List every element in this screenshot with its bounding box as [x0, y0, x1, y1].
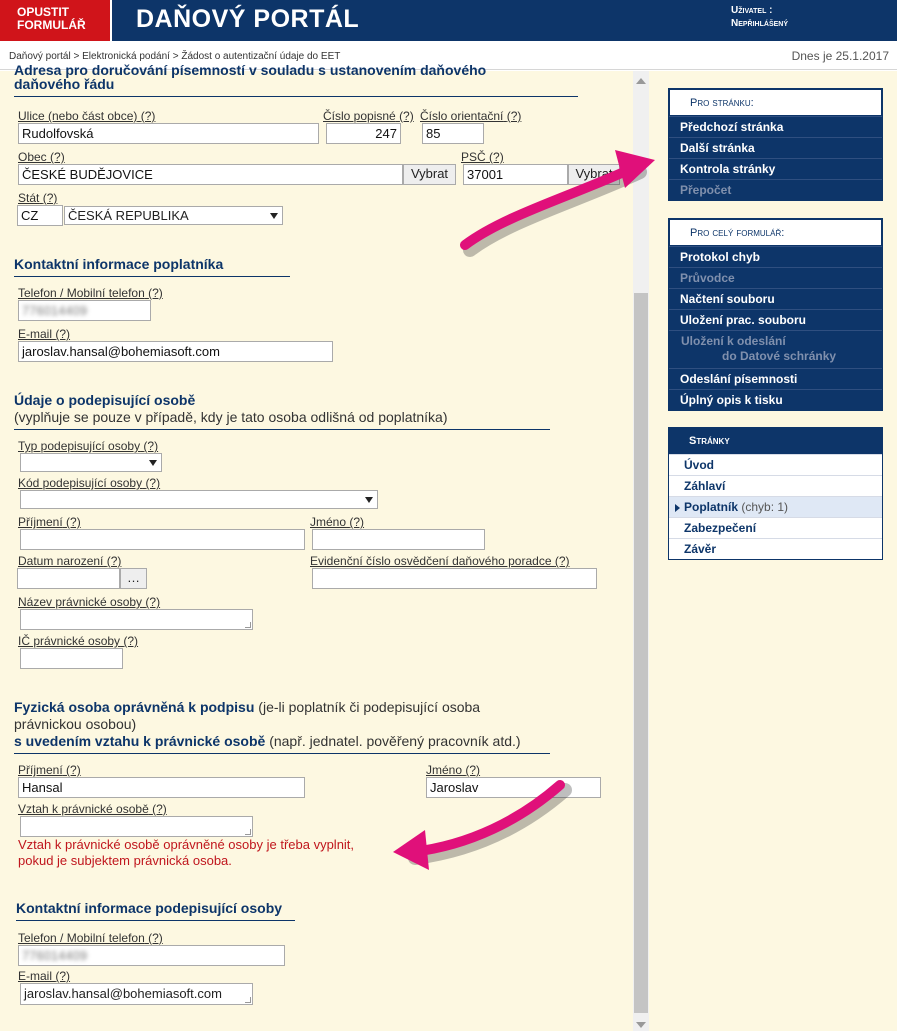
breadcrumb-item-portal[interactable]: Daňový portál — [9, 51, 71, 62]
save-for-databox-line2: do Datové schránky — [722, 349, 837, 363]
auth-surname-label[interactable] — [18, 763, 81, 777]
portal-title: DAŇOVÝ PORTÁL — [136, 5, 360, 33]
country-code-input[interactable]: CZ — [17, 205, 63, 226]
country-label-text: Stát — [18, 191, 40, 205]
authorized-title-bold2: s uvedením vztahu k právnické osobě — [14, 733, 266, 749]
help-link[interactable]: (?) — [66, 515, 81, 529]
help-link[interactable]: (?) — [66, 763, 81, 777]
legal-id-label[interactable] — [18, 634, 138, 648]
send-document-button[interactable]: Odeslání písemnosti — [669, 368, 882, 389]
chevron-down-icon — [149, 460, 157, 466]
page-link-intro[interactable]: Úvod — [669, 454, 882, 475]
house-no-label-text: Číslo popisné — [323, 109, 396, 123]
orient-no-input[interactable]: 85 — [422, 123, 484, 144]
orient-no-label[interactable] — [420, 109, 521, 123]
form-scrollbar[interactable] — [633, 71, 649, 1031]
page-actions-panel — [668, 88, 883, 201]
name-input[interactable] — [312, 529, 485, 550]
orient-no-label-text: Číslo orientační — [420, 109, 504, 123]
error-count: (chyb: 1) — [741, 500, 789, 514]
advisor-input[interactable] — [312, 568, 597, 589]
street-label[interactable] — [18, 109, 155, 123]
legal-name-label[interactable] — [18, 595, 160, 609]
resize-grip-icon — [245, 622, 251, 628]
form-area — [0, 62, 633, 1031]
city-select-button[interactable]: Vybrat — [403, 164, 456, 185]
help-link[interactable]: (?) — [145, 595, 161, 609]
relation-error-message — [18, 837, 354, 869]
exit-line2: FORMULÁŘ — [17, 18, 86, 32]
prev-page-button[interactable]: Předchozí stránka — [669, 116, 882, 137]
help-link[interactable]: (?) — [148, 286, 163, 300]
top-header — [0, 0, 897, 41]
authorized-title-rest2: (např. jednatel. pověřený pracovník atd.) — [265, 733, 521, 749]
help-link[interactable]: (?) — [55, 327, 71, 341]
help-link[interactable]: (?) — [123, 634, 139, 648]
breadcrumb — [9, 51, 340, 62]
auth-surname-input[interactable]: Hansal — [18, 777, 305, 798]
authorized-title-bold1: Fyzická osoba oprávněná k podpisu — [14, 699, 255, 715]
zip-label-text: PSČ — [461, 150, 486, 164]
signer-email-label[interactable] — [18, 969, 70, 983]
save-work-file-button[interactable]: Uložení prac. souboru — [669, 309, 882, 330]
form-actions-title: Pro celý formulář: — [669, 219, 882, 246]
signer-type-label[interactable] — [18, 439, 158, 453]
signer-phone-input[interactable] — [18, 945, 285, 966]
auth-name-input[interactable]: Jaroslav — [426, 777, 601, 798]
user-status: Nepřihlášený — [731, 18, 789, 29]
help-link[interactable]: (?) — [399, 109, 414, 123]
section-address-title — [14, 62, 578, 97]
save-for-databox-button — [669, 330, 882, 368]
house-no-input[interactable]: 247 — [326, 123, 401, 144]
authorized-section-title — [14, 699, 550, 754]
signer-section-title — [14, 392, 550, 430]
email-label-text: E-mail — [18, 327, 53, 341]
check-page-button[interactable]: Kontrola stránky — [669, 158, 882, 179]
phone-label-text: Telefon / Mobilní telefon — [18, 286, 145, 300]
page-link-conclusion[interactable]: Závěr — [669, 538, 882, 559]
relation-label-text: Vztah k právnické osobě — [18, 802, 149, 816]
page-actions-title: Pro stránku: — [669, 89, 882, 116]
surname-label[interactable] — [18, 515, 81, 529]
current-date: Dnes je 25.1.2017 — [791, 49, 889, 63]
signer-subtitle: (vyplňuje se pouze v případě, kdy je tato osoba odlišná od poplatníka) — [14, 409, 448, 425]
help-link[interactable]: (?) — [349, 515, 365, 529]
exit-line1: OPUSTIT — [17, 5, 70, 19]
city-input[interactable]: ČESKÉ BUDĚJOVICE — [18, 164, 403, 185]
signer-phone-label-text: Telefon / Mobilní telefon — [18, 931, 145, 945]
scroll-down-icon[interactable] — [636, 1022, 646, 1028]
authorized-title-rest1: (je-li poplatník či podepisující osoba — [254, 699, 481, 715]
help-link[interactable]: (?) — [143, 439, 159, 453]
user-label: Uživatel : — [731, 5, 773, 16]
resize-grip-icon — [245, 997, 251, 1003]
name-label[interactable] — [310, 515, 364, 529]
relation-label[interactable] — [18, 802, 167, 816]
recalculate-button: Přepočet — [669, 179, 882, 200]
exit-form-button[interactable] — [0, 0, 112, 41]
page-link-taxpayer[interactable] — [669, 496, 882, 517]
help-link[interactable]: (?) — [489, 150, 504, 164]
surname-label-text: Příjmení — [18, 515, 63, 529]
breadcrumb-item-submissions[interactable]: Elektronická podání — [82, 51, 170, 62]
legal-name-label-text: Název právnické osoby — [18, 595, 143, 609]
current-page-marker-icon — [675, 504, 680, 512]
email-input[interactable]: jaroslav.hansal@bohemiasoft.com — [18, 341, 333, 362]
signer-code-label[interactable] — [18, 476, 160, 490]
signer-email-value: jaroslav.hansal@bohemiasoft.com — [24, 986, 222, 1001]
calendar-button[interactable]: … — [120, 568, 147, 589]
save-for-databox-line1: Uložení k odeslání — [681, 334, 786, 348]
help-link[interactable]: (?) — [152, 802, 167, 816]
error-line-2: pokud je subjektem právnická osoba. — [18, 853, 232, 868]
advisor-label[interactable] — [310, 554, 570, 568]
help-link[interactable]: (?) — [42, 191, 58, 205]
auth-name-label-text: Jméno — [426, 763, 463, 777]
auth-surname-label-text: Příjmení — [18, 763, 63, 777]
legal-id-label-text: IČ právnické osoby — [18, 634, 121, 648]
help-link[interactable]: (?) — [145, 476, 161, 490]
phone-input[interactable] — [18, 300, 151, 321]
scroll-thumb[interactable] — [634, 293, 648, 1013]
country-select-value: ČESKÁ REPUBLIKA — [68, 208, 189, 223]
contact-section-title: Kontaktní informace poplatníka — [14, 256, 290, 277]
authorized-title-rest1b: právnickou osobou) — [14, 716, 137, 732]
phone-value-blurred: 776014409 — [22, 303, 88, 318]
phone-label[interactable] — [18, 286, 163, 300]
resize-grip-icon — [245, 829, 251, 835]
error-log-button[interactable]: Protokol chyb — [669, 246, 882, 267]
signer-phone-label[interactable] — [18, 931, 163, 945]
surname-input[interactable] — [20, 529, 305, 550]
signer-title: Údaje o podepisující osobě — [14, 392, 196, 408]
zip-select-button[interactable]: Vybrat — [568, 164, 620, 185]
error-line-1: Vztah k právnické osobě oprávněné osoby je třeba vyplnit, — [18, 837, 355, 852]
form-actions-panel — [668, 218, 883, 411]
zip-label[interactable] — [461, 150, 504, 164]
section-address-title-cut: Adresa pro doručování písemností v souladu s ustanovením daňového — [14, 62, 487, 78]
city-label-text: Obec — [18, 150, 47, 164]
help-link[interactable]: (?) — [55, 969, 71, 983]
breadcrumb-item-current: Žádost o autentizační údaje do EET — [181, 51, 341, 62]
birth-label-text: Datum narození — [18, 554, 104, 568]
user-info — [731, 4, 788, 30]
signer-contact-section-title: Kontaktní informace podepisující osoby — [16, 900, 295, 921]
auth-name-label[interactable] — [426, 763, 480, 777]
load-file-button[interactable]: Načtení souboru — [669, 288, 882, 309]
wizard-button: Průvodce — [669, 267, 882, 288]
page-link-header[interactable]: Záhlaví — [669, 475, 882, 496]
signer-email-textarea[interactable] — [20, 983, 253, 1005]
pages-panel — [668, 427, 883, 560]
section-address-title-2: daňového řádu — [14, 76, 115, 92]
zip-input[interactable]: 37001 — [463, 164, 568, 185]
signer-phone-value-blurred: 776014409 — [22, 948, 88, 963]
house-no-label[interactable] — [323, 109, 414, 123]
page-link-security[interactable]: Zabezpečení — [669, 517, 882, 538]
help-link[interactable]: (?) — [506, 109, 522, 123]
page-link-taxpayer-label: Poplatník — [684, 500, 739, 514]
help-link[interactable]: (?) — [554, 554, 570, 568]
breadcrumb-separator: > — [70, 51, 83, 62]
help-link[interactable]: (?) — [106, 554, 122, 568]
chevron-down-icon — [270, 213, 278, 219]
pages-title: Stránky — [669, 428, 882, 454]
signer-code-label-text: Kód podepisující osoby — [18, 476, 143, 490]
street-label-text: Ulice (nebo část obce) — [18, 109, 138, 123]
help-link[interactable]: (?) — [148, 931, 163, 945]
help-link[interactable]: (?) — [465, 763, 481, 777]
birth-label[interactable] — [18, 554, 121, 568]
signer-type-label-text: Typ podepisující osoby — [18, 439, 141, 453]
country-select[interactable] — [64, 206, 283, 225]
legal-name-textarea[interactable] — [20, 609, 253, 630]
street-input[interactable]: Rudolfovská — [18, 123, 319, 144]
signer-type-select[interactable] — [20, 453, 162, 472]
print-copy-button[interactable]: Úplný opis k tisku — [669, 389, 882, 410]
advisor-label-text: Evidenční číslo osvědčení daňového poradce — [310, 554, 552, 568]
city-label[interactable] — [18, 150, 65, 164]
legal-id-input[interactable] — [20, 648, 123, 669]
country-label[interactable] — [18, 191, 57, 205]
breadcrumb-separator: > — [169, 51, 182, 62]
birth-date-input[interactable] — [17, 568, 120, 589]
help-link[interactable]: (?) — [50, 150, 65, 164]
chevron-down-icon — [365, 497, 373, 503]
signer-code-select[interactable] — [20, 490, 378, 509]
signer-email-label-text: E-mail — [18, 969, 53, 983]
next-page-button[interactable]: Další stránka — [669, 137, 882, 158]
help-link[interactable]: (?) — [140, 109, 156, 123]
email-label[interactable] — [18, 327, 70, 341]
relation-textarea[interactable] — [20, 816, 253, 837]
scroll-up-icon[interactable] — [636, 78, 646, 84]
name-label-text: Jméno — [310, 515, 347, 529]
